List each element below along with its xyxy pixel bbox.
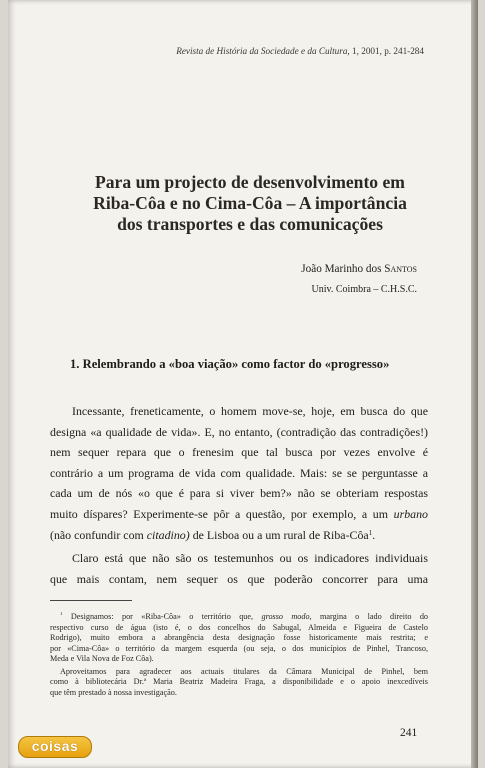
footnote-line: respectivo curso de água (isto é, o dos concelhos do Sabugal, Almeida e Figueira de Castelo: [50, 622, 428, 632]
footnote-line: como à bibliotecária Dr.ª Maria Beatriz Madeira Fraga, a disponibilidade e o apoio inexcedíveis: [50, 677, 428, 686]
body-line: que mais contam, nem sequer os que poderão concorrer para uma: [50, 571, 428, 586]
body-line: designa «a qualidade de vida». E, no entanto, (contradição das contradições!): [50, 424, 428, 439]
journal-citation: 1, 2001, p. 241-284: [352, 46, 424, 56]
footnote-divider: [50, 600, 132, 601]
journal-header: [124, 46, 424, 56]
article-title: [68, 172, 432, 235]
footnote-text: margina o lado direito do: [320, 612, 428, 621]
footnote-line: Rodrigo), muito embora a abrangência desta designação fosse historicamente mais restrita; e: [50, 633, 428, 642]
page-number: 241: [400, 727, 418, 739]
body-text-span: (não confundir com: [50, 527, 144, 542]
author-given-names: João Marinho dos: [301, 263, 382, 275]
footnote-text: Designamos: por «Riba-Côa» o território que,: [70, 612, 254, 621]
body-line: [50, 504, 428, 525]
footnote-line: [50, 612, 428, 623]
title-line: dos transportes e das comunicações: [117, 214, 383, 234]
body-line: contrário a um programa de vida com qualidade. Mais: se se perguntasse a: [50, 465, 428, 480]
footnote-line: por «Cima-Côa» o território da margem esquerda (ou seja, o dos municípios de Pinhel, Trancoso,: [50, 643, 428, 653]
emphasis-citadino: citadino): [146, 527, 190, 542]
footnote-emphasis: grosso modo,: [261, 612, 312, 621]
body-line: nem sequer repara que o frenesim que tal busca por vezes envolve é: [50, 445, 428, 460]
body-line: Claro está que não são os testemunhos ou os indicadores individuais: [72, 551, 428, 566]
author-surname: Santos: [384, 263, 417, 275]
emphasis-urbano: urbano: [393, 506, 428, 521]
footnote-line: Meda e Vila Nova de Foz Côa).: [50, 654, 154, 663]
title-line: Riba-Côa e no Cima-Côa – A importância: [93, 193, 407, 213]
body-line: cada um de nós «o que é para si viver bem?» não se obteriam respostas: [50, 486, 428, 501]
footnote-marker: 1: [60, 612, 63, 617]
watermark-logo-text: coisas: [31, 738, 79, 754]
footnote-line: Aproveitamos para agradecer aos actuais titulares da Câmara Municipal de Pinhel, bem: [60, 666, 428, 676]
body-text: [50, 401, 428, 589]
body-line: (não confundir com citadino) de Lisboa ou a um rural de Riba-Côa$^1$.: [50, 527, 376, 542]
author-affiliation: Univ. Coimbra – C.H.S.C.: [311, 284, 417, 295]
title-line: Para um projecto de desenvolvimento em: [95, 172, 405, 192]
footnote-line: que têm prestado à nossa investigação.: [50, 687, 177, 697]
page-edge-shadow: [471, 0, 478, 768]
author-name: [301, 263, 417, 275]
page: [8, 0, 478, 768]
journal-name: Revista de História da Sociedade e da Cultura,: [176, 46, 350, 56]
body-text-span: muito díspares? Experimente-se pôr a questão, por exemplo, a um: [50, 506, 388, 521]
footnotes: [50, 612, 428, 698]
watermark-logo: [18, 736, 92, 758]
body-text-span: de Lisboa ou a um rural de Riba-Côa: [192, 527, 369, 542]
footnote-reference[interactable]: 1: [368, 528, 373, 537]
body-line: Incessante, freneticamente, o homem move-se, hoje, em busca do que: [72, 404, 428, 418]
section-heading: 1. Relembrando a «boa viação» como factor do «progresso»: [70, 357, 390, 371]
